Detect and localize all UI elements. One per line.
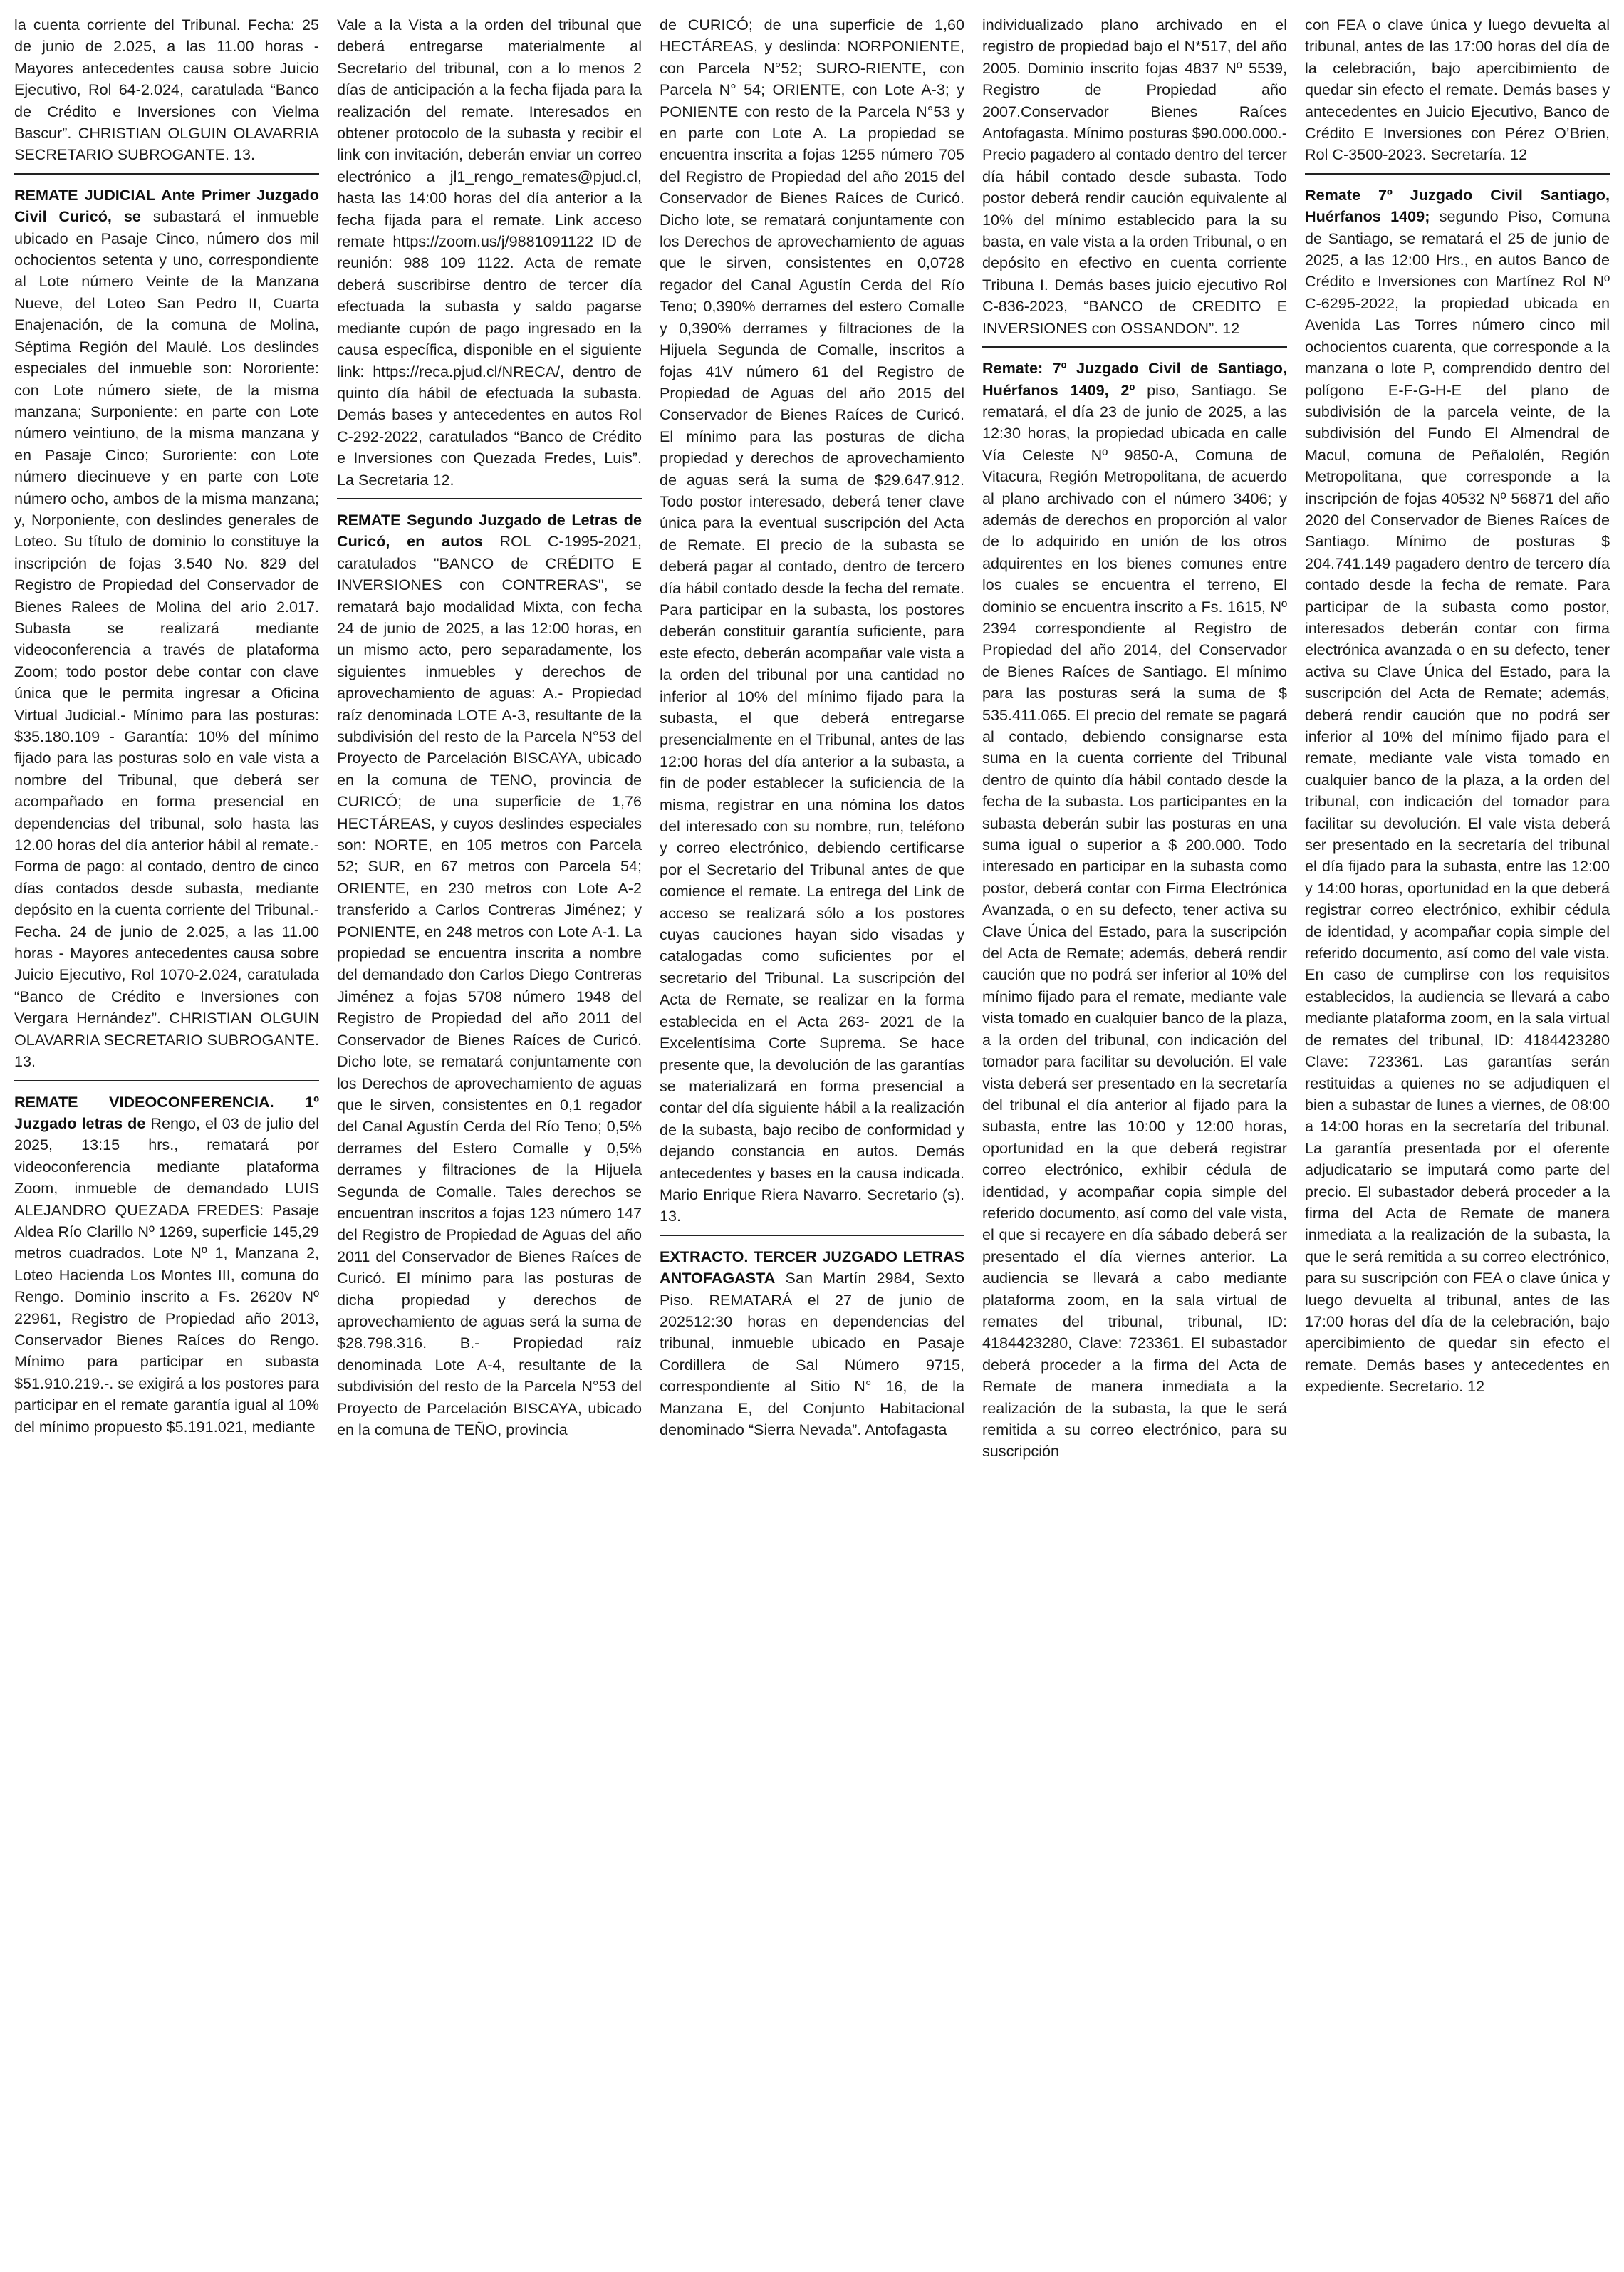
column-1 (14, 14, 319, 2258)
notice-body: segundo Piso, Comuna de Santiago, se rematará el 25 de junio de 2025, a las 12:00 Hrs., en autos Banco de Crédito e Inversiones con Martínez Rol Nº C-6295-2022, la propiedad ubicada en Avenida Las Torres número cinco mil ochocientos cuarenta, que corresponde a la manzana o lote P, comprendido dentro del polígono E-F-G-H-E del plano de subdivisión de la parcela veinte, de la subdivisión del Fundo El Almendral de Macul, comuna de Peñalolén, Región Metropolitana, que corresponde a la inscripción de fojas 40532 Nº 56871 del año 2020 del Conservador de Bienes Raíces de Santiago. Mínimo de posturas $ 204.741.149 pagadero dentro de tercero día contado desde la fecha de remate. Para participar de la subasta como postor, interesados deberán contar con firma electrónica avanzada o en su defecto, tener activa su Clave Única del Estado, para la suscripción del Acta de Remate; además, deberá rendir caución que no podrá ser inferior al 10% del mínimo fijado para el remate, mediante vale vista tomado en cualquier banco de la plaza, a la orden del tribunal, con indicación del tomador para facilitar su devolución. El vale vista deberá ser presentado en la secretaría del tribunal el día fijado para la subasta, entre las 12:00 y 14:00 horas, oportunidad en la que deberá registrar correo electrónico, exhibir cédula de identidad, y acompañar copia simple del referido documento, así como del vale vista. En caso de cumplirse con los requisitos establecidos, la audiencia se llevará a cabo mediante plataforma zoom, en la sala virtual de remates del tribunal, ID: 4184423280 Clave: 723361. Las garantías serán restituidas a quienes no se adjudiquen el bien a subastar de lunes a viernes, de 08:00 a 14:00 horas en la secretaría del tribunal. La garantía presentada por el oferente adjudicatario se imputará como parte del precio. El subastador deberá proceder a la firma del Acta de Remate de manera inmediata a la realización de la subasta, la que le será remitida a su correo electrónico, para su suscripción con FEA o clave única y luego devuelta al tribunal, antes de las 17:00 horas del día de la celebración, bajo apercibimiento de quedar sin efecto el remate. Demás bases y antecedentes en expediente. Secretario. 12 (1305, 207, 1610, 1396)
notice-heading: EXTRACTO. TERCER JUZGADO LETRAS ANTOFAGASTA (660, 1247, 964, 1287)
notice-body: subastará el inmueble ubicado en Pasaje Cinco, número dos mil ochocientos setenta y uno, correspondiente al Lote número Veinte de la Manzana Nueve, del Loteo San Pedro II, Cuarta Enajenación, de la comuna de Molina, Séptima Región del Maulé. Los deslindes especiales del inmueble son: Nororiente: con Lote número siete, de la misma manzana; Surponiente: en parte con Lote número veintiuno, de la misma manzana y en Pasaje Cinco; Suroriente: con Lote número diecinueve y en parte con Lote número ocho, ambos de la misma manzana; y, Norponiente, con deslindes generales de Loteo. Su título de dominio lo constituye la inscripción de fojas 3.540 No. 829 del Registro de Propiedad del Conservador de Bienes Ralees de Molina del ario 2.017. Subasta se realizará mediante videoconferencia a través de plataforma Zoom; todo postor debe contar con clave única que le permita ingresar a Oficina Virtual Judicial.- Mínimo para las posturas: $35.180.109 - Garantía: 10% del mínimo fijado para las posturas solo en vale vista a nombre del Tribunal, que deberá ser acompañado en forma presencial en dependencias del tribunal, solo hasta las 12.00 horas del día anterior hábil al remate.- Forma de pago: al contado, dentro de cinco días contados desde subasta, mediante depósito en la cuenta corriente del Tribunal.- Fecha. 24 de junio de 2.025, a las 11.00 horas - Mayores antecedentes causa sobre Juicio Ejecutivo, Rol 1070-2.024, caratulada “Banco de Crédito e Inversiones con Vergara Hernández”. CHRISTIAN OLGUIN OLAVARRIA SECRETARIO SUBROGANTE. 13. (14, 207, 319, 1071)
notice-continued (982, 14, 1287, 346)
notice-extracto-antofagasta (660, 1235, 964, 1448)
notice-body: la cuenta corriente del Tribunal. Fecha: 25 de junio de 2.025, a las 11.00 horas - Mayores antecedentes causa sobre Juicio Ejecutivo, Rol 64-2.024, caratulada “Banco de Crédito e Inversiones con Vielma Bascur”. CHRISTIAN OLGUIN OLAVARRIA SECRETARIO SUBROGANTE. 13. (14, 16, 319, 164)
notice-body: con FEA o clave única y luego devuelta al tribunal, antes de las 17:00 horas del día de la celebración, bajo apercibimiento de quedar sin efecto el remate. Demás bases y antecedentes en Juicio Ejecutivo, Banco de Crédito E Inversiones con Pérez O’Brien, Rol C-3500-2023. Secretaría. 12 (1305, 16, 1610, 164)
column-3 (660, 14, 964, 2258)
notice-body: Vale a la Vista a la orden del tribunal que deberá entregarse materialmente al Secretario del tribunal, con a lo menos 2 días de anticipación a la fecha fijada para la realización del remate. Interesados en obtener protocolo de la subasta y recibir el link con invitación, deberán enviar un correo electrónico a jl1_rengo_remates@pjud.cl, hasta las 14:00 horas del día anterior a la fecha fijada para el remate. Link acceso remate https://zoom.us/j/9881091122 ID de reunión: 988 109 1122. Acta de remate deberá suscribirse dentro de tercer día efectuada la subasta y saldo pagarse mediante cupón de pago ingresado en la causa específica, disponible en el siguiente link: https://reca.pjud.cl/NRECA/, dentro de quinto día hábil de efectuada la subasta. Demás bases y antecedentes en autos Rol C-292-2022, caratulados “Banco de Crédito e Inversiones con Quezada Fredes, Luis”. La Secretaria 12. (337, 16, 642, 489)
notice-remate-videoconferencia-rengo (14, 1080, 319, 1446)
notice-body: San Martín 2984, Sexto Piso. REMATARÁ el 27 de junio de 202512:30 horas en dependencias del tribunal, inmueble ubicado en Pasaje Cordillera de Sal Número 9715, correspondiente al Sitio N° 16, de la Manzana E, del Conjunto Habitacional denominado “Sierra Nevada”. Antofagasta (660, 1269, 964, 1438)
notice-continued (337, 14, 642, 498)
notice-heading: Remate: 7º Juzgado Civil de Santiago, Huérfanos 1409, 2º (982, 359, 1287, 399)
notice-continued (14, 14, 319, 173)
notice-heading: Remate 7º Juzgado Civil Santiago, Huérfanos 1409; (1305, 185, 1610, 226)
notice-body: piso, Santiago. Se rematará, el día 23 de junio de 2025, a las 12:30 horas, la propiedad ubicada en calle Vía Celeste Nº 9850-A, Comuna de Vitacura, Región Metropolitana, de acuerdo al plano archivado con el número 3406; y además de derechos en proporción al valor de lo adquirido en unión de los otros adquirentes en los bienes comunes entre los cuales se encuentra el terreno, El dominio se encuentra inscrito a Fs. 1615, Nº 2394 correspondiente al Registro de Propiedad del año 2014, del Conservador de Bienes Raíces de Santiago. El mínimo para las posturas será la suma de $ 535.411.065. El precio del remate se pagará al contado, debiendo consignarse esta suma en la cuenta corriente del Tribunal dentro de quinto día hábil contado desde la fecha de la subasta. Los participantes en la subasta deberán subir las posturas en una suma igual o superior a $ 200.000. Todo interesado en participar en la subasta como postor, deberá contar con Firma Electrónica Avanzada, o en su defecto, tener activa su Clave Única del Estado, para la suscripción del Acta de Remate; además, deberá rendir caución que no podrá ser inferior al 10% del mínimo fijado para el remate, mediante vale vista tomado en cualquier banco de la plaza, a la orden del tribunal, con indicación del tomador para facilitar su devolución. El vale vista deberá ser presentado en la secretaría del tribunal el día anterior al fijado para la subasta, entre las 10:00 y 12:00 horas, oportunidad en la que deberá registrar correo electrónico, exhibir cédula de identidad, y acompañar copia simple del referido documento, así como del vale vista, el que si recayere en día sábado deberá ser presentado el día viernes anterior. La audiencia se llevará a cabo mediante plataforma zoom, en la sala virtual de remates del tribunal, tribunal, ID: 4184423280, Clave: 723361. El subastador deberá proceder a la firma del Acta de Remate de manera inmediata a la realización de la subasta, la que le será remitida a su correo electrónico, para su suscripción (982, 380, 1287, 1461)
notice-body: ROL C-1995-2021, caratulados "BANCO de CRÉDITO E INVERSIONES con CONTRERAS", se rematará bajo modalidad Mixta, con fecha 24 de junio de 2025, a las 12:00 horas, en un mismo acto, pero separadamente, los siguientes inmuebles y derechos de aprovechamiento de aguas: A.- Propiedad raíz denominada LOTE A-3, resultante de la subdivisión del resto de la Parcela N°53 del Proyecto de Parcelación BISCAYA, ubicado en la comuna de TENO, provincia de CURICÓ; de una superficie de 1,76 HECTÁREAS, y cuyos deslindes especiales son: NORTE, en 105 metros con Parcela 52; SUR, en 67 metros con Parcela 54; ORIENTE, en 230 metros con Lote A-2 transferido a Carlos Contreras Jiménez; y PONIENTE, en 248 metros con Lote A-1. La propiedad se encuentra inscrita a nombre del demandado don Carlos Diego Contreras Jiménez a fojas 5708 número 1948 del Registro de Propiedad del año 2011 del Conservador de Bienes Raíces de Curicó. Dicho lote, se rematará conjuntamente con los Derechos de aprovechamiento de aguas que le sirven, consistentes en 0,1 regador del Canal Agustín Cerda del Río Teno; 0,5% derrames del Estero Comalle y 0,5% derrames y filtraciones de la Hijuela Segunda de Comalle. Tales derechos se encuentran inscritos a fojas 123 número 147 del Registro de Propiedad de Aguas del año 2011 del Conservador de Bienes Raíces de Curicó. El mínimo para las posturas de dicha propiedad y derechos de aprovechamiento de aguas será la suma de $28.798.316. B.- Propiedad raíz denominada Lote A-4, resultante de la subdivisión del resto de la Parcela N°53 del Proyecto de Parcelación BISCAYA, ubicado en la comuna de TEÑO, provincia (337, 532, 642, 1438)
notice-heading: REMATE JUDICIAL Ante Primer Juzgado Civil Curicó, se (14, 185, 319, 226)
notice-heading: REMATE Segundo Juzgado de Letras de Curicó, en autos (337, 510, 642, 551)
notice-body: Rengo, el 03 de julio del 2025, 13:15 hrs., rematará por videoconferencia mediante plataforma Zoom, inmueble de demandado LUIS ALEJANDRO QUEZADA FREDES: Pasaje Aldea Río Clarillo Nº 1269, superficie 145,29 metros cuadrados. Lote Nº 1, Manzana 2, Loteo Hacienda Los Montes III, comuna do Rengo. Dominio inscrito a Fs. 2620v Nº 22961, Registro de Propiedad año 2013, Conservador Bienes Raíces do Rengo. Mínimo para participar en subasta $51.910.219.-. se exigirá a los postores para participar en el remate garantía igual al 10% del mínimo propuesto $5.191.021, mediante (14, 1114, 319, 1436)
notice-body: de CURICÓ; de una superficie de 1,60 HECTÁREAS, y deslinda: NORPONIENTE, con Parcela N°52; SURO-RIENTE, con Parcela N° 54; ORIENTE, con Lote A-3; y PONIENTE con resto de la Parcela N°53 y en parte con Lote A. La propiedad se encuentra inscrita a fojas 1255 número 705 del Registro de Propiedad del año 2015 del Conservador de Bienes Raíces de Curicó. Dicho lote, se rematará conjuntamente con los Derechos de aprovechamiento de aguas que le sirven, consistentes en 0,0728 regador del Canal Agustín Cerda del Río Teno; 0,390% derrames del estero Comalle y 0,390% derrames y filtraciones de la Hijuela Segunda de Comalle, inscritos a fojas 41V número 61 del Registro de Propiedad de Aguas del año 2015 del Conservador de Bienes Raíces de Curicó. El mínimo para las posturas de dicha propiedad y derechos de aprovechamiento de aguas será la suma de $29.647.912. Todo postor interesado, deberá tener clave única para la eventual suscripción del Acta de Remate. El precio de la subasta se deberá pagar al contado, dentro de tercero día hábil contado desde la fecha del remate. Para participar en la subasta, los postores deberán constituir garantía suficiente, para este efecto, deberán acompañar vale vista a la orden del tribunal por una cantidad no inferior al 10% del mínimo fijado para la subasta, el que deberá entregarse presencialmente en el Tribunal, antes de las 12:00 horas del día anterior a la subasta, a fin de poder establecer la suficiencia de la misma, registrar en una nómina los datos del interesado con su nombre, run, teléfono y correo electrónico, debiendo certificarse por el Secretario del Tribunal antes de que comience el remate. La entrega del Link de acceso se realizará sólo a los postores cuyas cauciones hayan sido visadas y catalogadas como suficientes por el secretario del Tribunal. La suscripción del Acta de Remate, se realizar en la forma establecida en el Acta 263- 2021 de la Excelentísima Corte Suprema. Se hace presente que, la devolución de las garantías se materializará en forma presencial a contar del día siguiente hábil a la realización de la subasta, bajo recibo de conformidad y dejando constancia en autos. Demás antecedentes y bases en la causa indicada. Mario Enrique Riera Navarro. Secretario (s). 13. (660, 16, 964, 1225)
notice-heading: REMATE VIDEOCONFERENCIA. 1º Juzgado letras de (14, 1092, 319, 1132)
notice-remate-judicial-curico (14, 173, 319, 1080)
notice-continued (660, 14, 964, 1235)
notice-remate-7-juzgado-vitacura (982, 346, 1287, 1470)
column-5 (1305, 14, 1610, 2258)
notice-remate-segundo-juzgado-curico (337, 498, 642, 1448)
column-2 (337, 14, 642, 2258)
notice-body: individualizado plano archivado en el registro de propiedad bajo el N*517, del año 2005. Dominio inscrito fojas 4837 Nº 5539, Registro de Propiedad año 2007.Conservador Bienes Raíces Antofagasta. Mínimo posturas $90.000.000.- Precio pagadero al contado dentro del tercer día hábil contado desde subasta. Todo postor deberá rendir caución equivalente al 10% del mínimo establecido para la su basta, en vale vista a la orden Tribunal, o en depósito en efectivo en cuenta corriente Tribuna I. Demás bases juicio ejecutivo Rol C-836-2023, “BANCO de CREDITO E INVERSIONES con OSSANDON”. 12 (982, 16, 1287, 337)
classified-page (14, 14, 1610, 2258)
notice-continued (1305, 14, 1610, 173)
column-4 (982, 14, 1287, 2258)
notice-remate-7-juzgado-penalolen (1305, 173, 1610, 1405)
